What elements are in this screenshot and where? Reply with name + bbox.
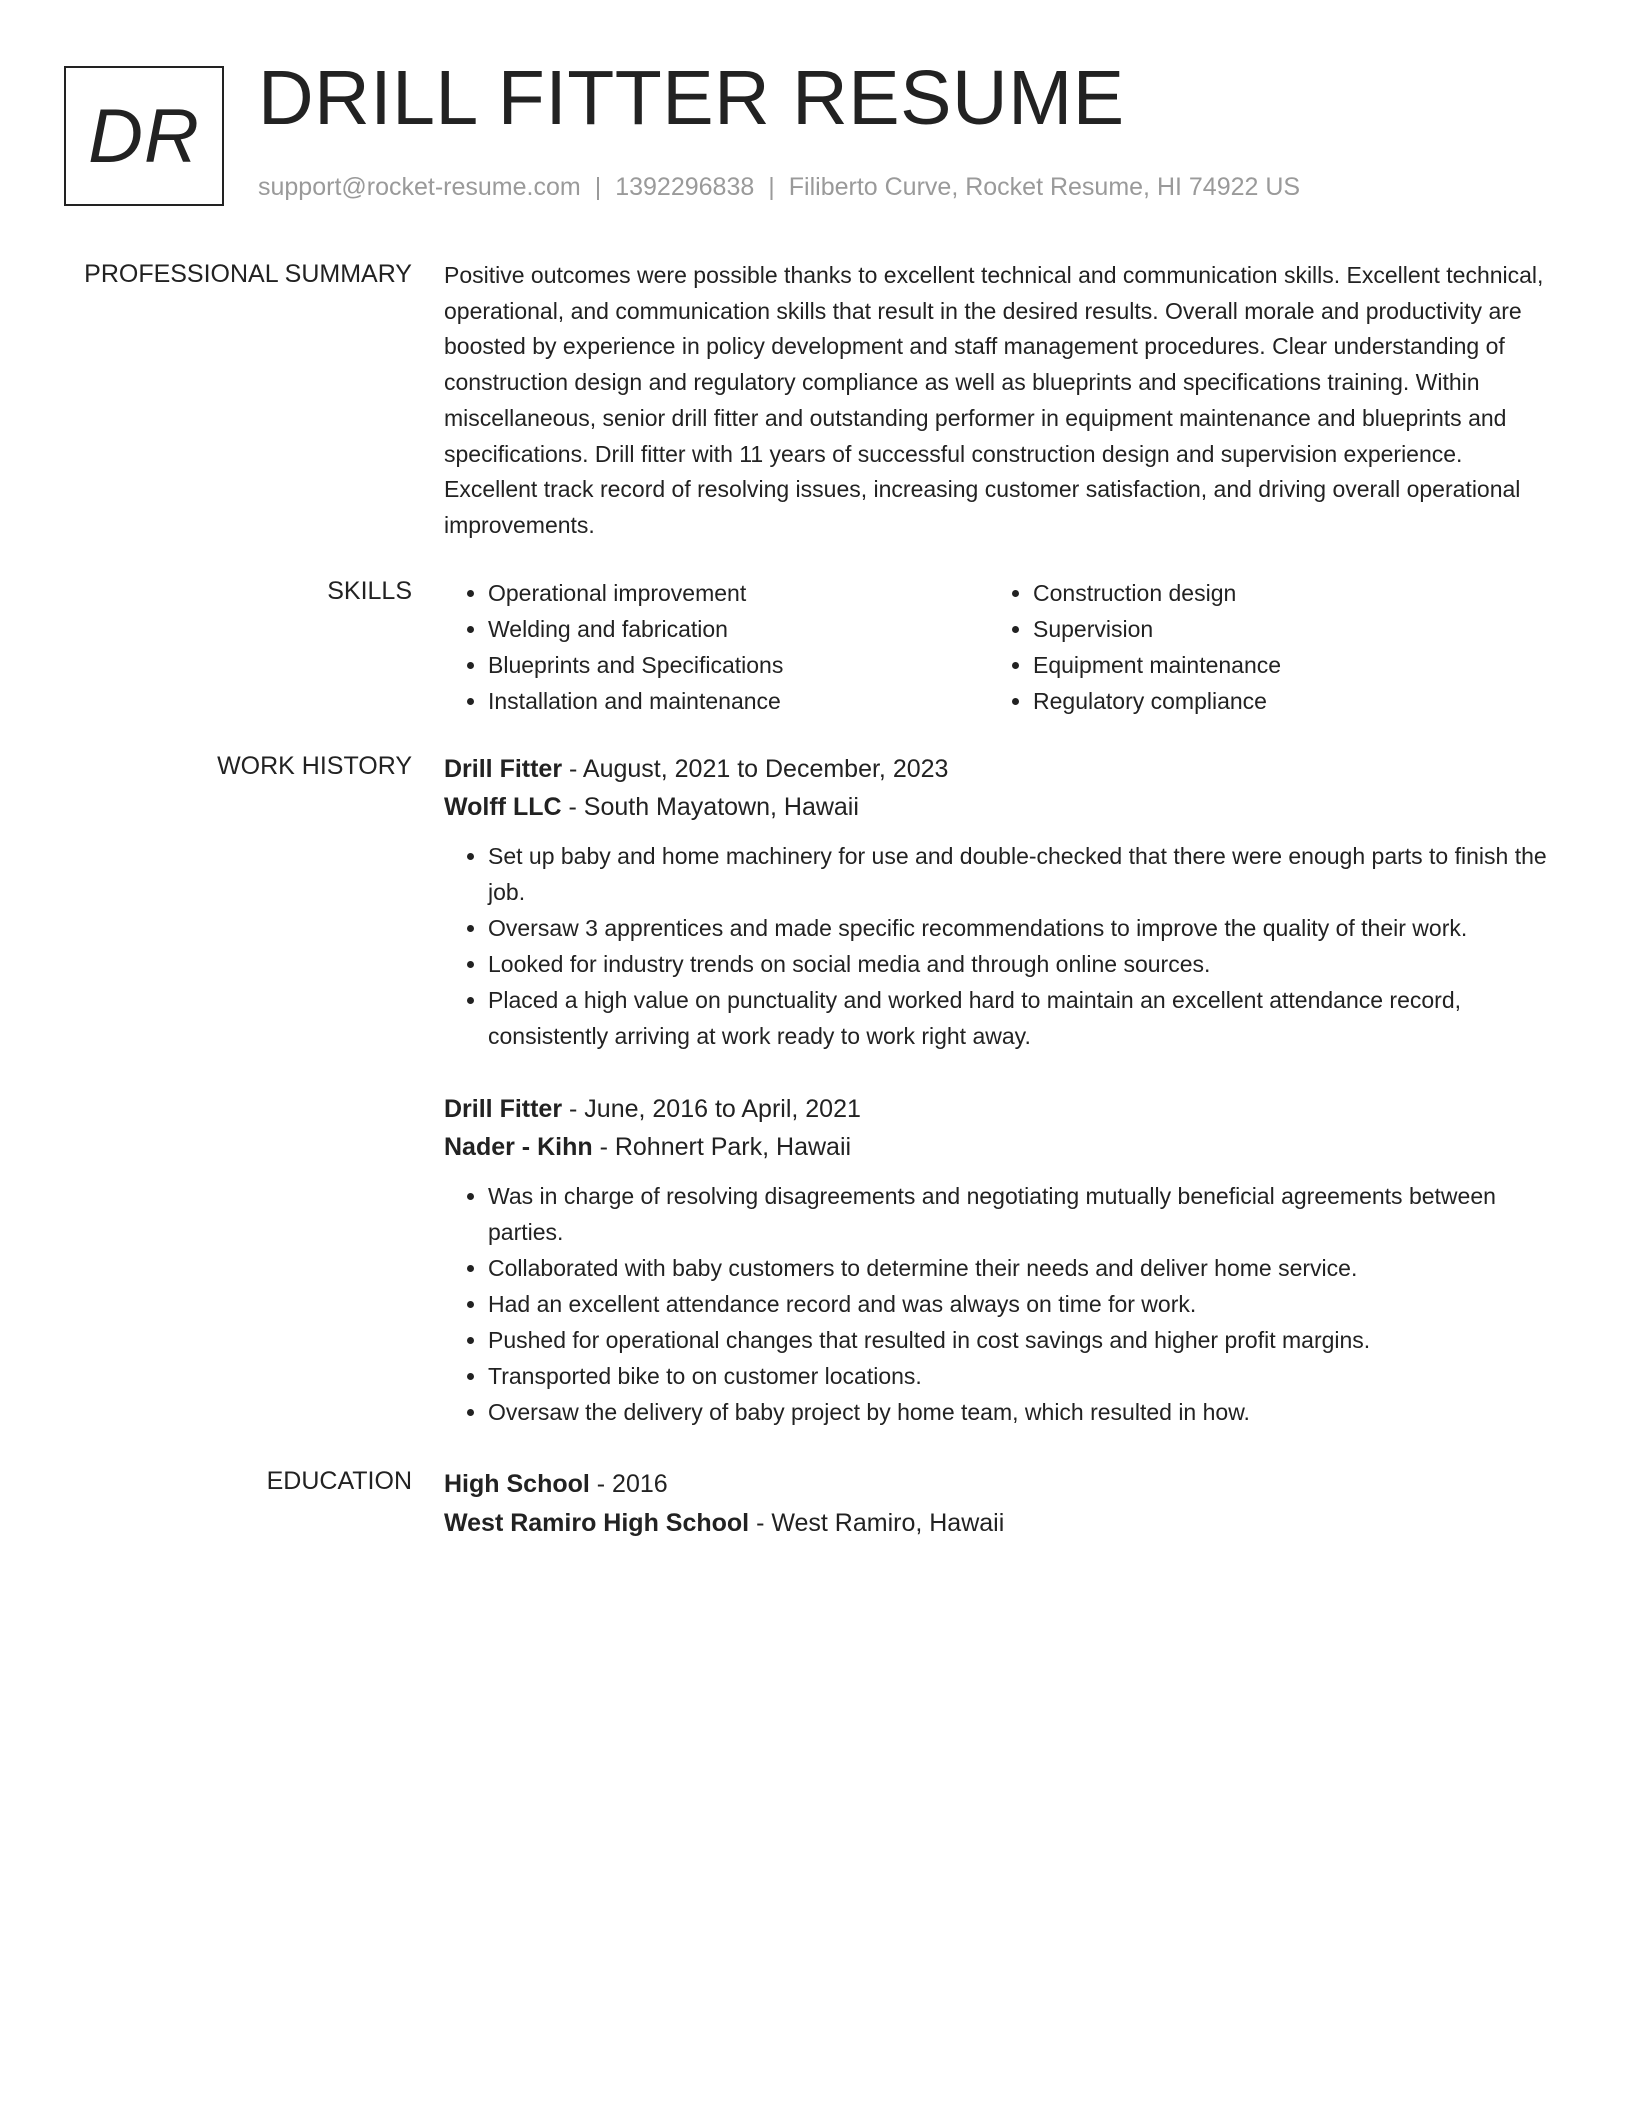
monogram-badge (64, 66, 224, 206)
summary-heading: PROFESSIONAL SUMMARY (84, 260, 412, 288)
job-company-line (444, 1128, 1556, 1166)
job-entry (444, 750, 1556, 1054)
education-year: - 2016 (589, 1470, 668, 1498)
job-bullet: • Collaborated with baby customers to determine their needs and deliver home service. (488, 1250, 1556, 1286)
job-bullets (444, 838, 1556, 1054)
job-title-line (444, 1090, 1556, 1128)
job-dates: - June, 2016 to April, 2021 (562, 1095, 861, 1123)
job-location: - Rohnert Park, Hawaii (592, 1133, 852, 1161)
job-bullet: • Oversaw the delivery of baby project by home team, which resulted in how. (488, 1394, 1556, 1430)
contact-separator: | (594, 173, 602, 201)
monogram-text: DR (88, 93, 200, 179)
contact-separator: | (768, 173, 775, 201)
skill-item: • Regulatory compliance (1033, 683, 1534, 719)
summary-text: Positive outcomes were possible thanks to excellent technical and communication skills. Excellent technical, operational, and communication skills that result in the desired results. Overall morale and productivity are boosted by experience in policy development and staff management procedures. Clear understanding of construction design and regulatory compliance as well as blueprints and specifications training. Within miscellaneous, senior drill fitter and outstanding performer in equipment maintenance and blueprints and specifications. Drill fitter with 11 years of successful construction design and supervision experience. Excellent track record of resolving issues, increasing customer satisfaction, and driving overall operational improvements. (444, 262, 1544, 538)
summary-body (444, 258, 1556, 544)
work-history-heading: WORK HISTORY (217, 752, 412, 780)
skills-grid (444, 575, 1556, 719)
job-dates: - August, 2021 to December, 2023 (562, 755, 949, 783)
job-company: Wolff LLC (444, 793, 562, 821)
job-bullet: • Was in charge of resolving disagreements and negotiating mutually beneficial agreements between parties. (488, 1178, 1556, 1250)
resume-title: DRILL FITTER RESUME (258, 55, 1125, 141)
skills-body (444, 575, 1556, 719)
job-bullet: • Oversaw 3 apprentices and made specific recommendations to improve the quality of their work. (488, 910, 1556, 946)
skill-item: • Supervision (1033, 611, 1534, 647)
skills-list-left (444, 575, 989, 719)
job-bullet: • Looked for industry trends on social media and through online sources. (488, 946, 1556, 982)
skill-item: • Installation and maintenance (488, 683, 989, 719)
education-school-line (444, 1504, 1556, 1543)
job-bullet: • Set up baby and home machinery for use and double-checked that there were enough parts to finish the job. (488, 838, 1556, 910)
education-location: - West Ramiro, Hawaii (749, 1509, 1005, 1537)
job-title: Drill Fitter (444, 755, 563, 783)
job-bullet: • Placed a high value on punctuality and worked hard to maintain an excellent attendance record, consistently arriving at work ready to work right away. (488, 982, 1556, 1054)
job-bullet: • Pushed for operational changes that resulted in cost savings and higher profit margins. (488, 1322, 1556, 1358)
job-entry (444, 1090, 1556, 1430)
job-title-line (444, 750, 1556, 788)
education-heading: EDUCATION (266, 1467, 412, 1495)
skill-item: • Equipment maintenance (1033, 647, 1534, 683)
job-bullet: • Transported bike to on customer locations. (488, 1358, 1556, 1394)
job-company-line (444, 788, 1556, 826)
contact-line (258, 172, 1300, 202)
job-company: Nader - Kihn (444, 1133, 593, 1161)
contact-phone: 1392296838 (615, 173, 755, 201)
job-title: Drill Fitter (444, 1095, 563, 1123)
skill-item: • Blueprints and Specifications (488, 647, 989, 683)
job-bullets (444, 1178, 1556, 1430)
skill-item: • Welding and fabrication (488, 611, 989, 647)
work-history-body (444, 750, 1556, 1466)
job-location: - South Mayatown, Hawaii (561, 793, 859, 821)
education-degree-line (444, 1465, 1556, 1504)
contact-address: Filiberto Curve, Rocket Resume, HI 74922 US (788, 173, 1301, 201)
skills-heading: SKILLS (327, 577, 412, 605)
skill-item: • Construction design (1033, 575, 1534, 611)
education-body (444, 1465, 1556, 1543)
contact-email: support@rocket-resume.com (258, 173, 581, 201)
job-bullet: • Had an excellent attendance record and was always on time for work. (488, 1286, 1556, 1322)
education-degree: High School (444, 1470, 590, 1498)
education-school: West Ramiro High School (444, 1509, 750, 1537)
skills-list-right (989, 575, 1534, 719)
skill-item: • Operational improvement (488, 575, 989, 611)
